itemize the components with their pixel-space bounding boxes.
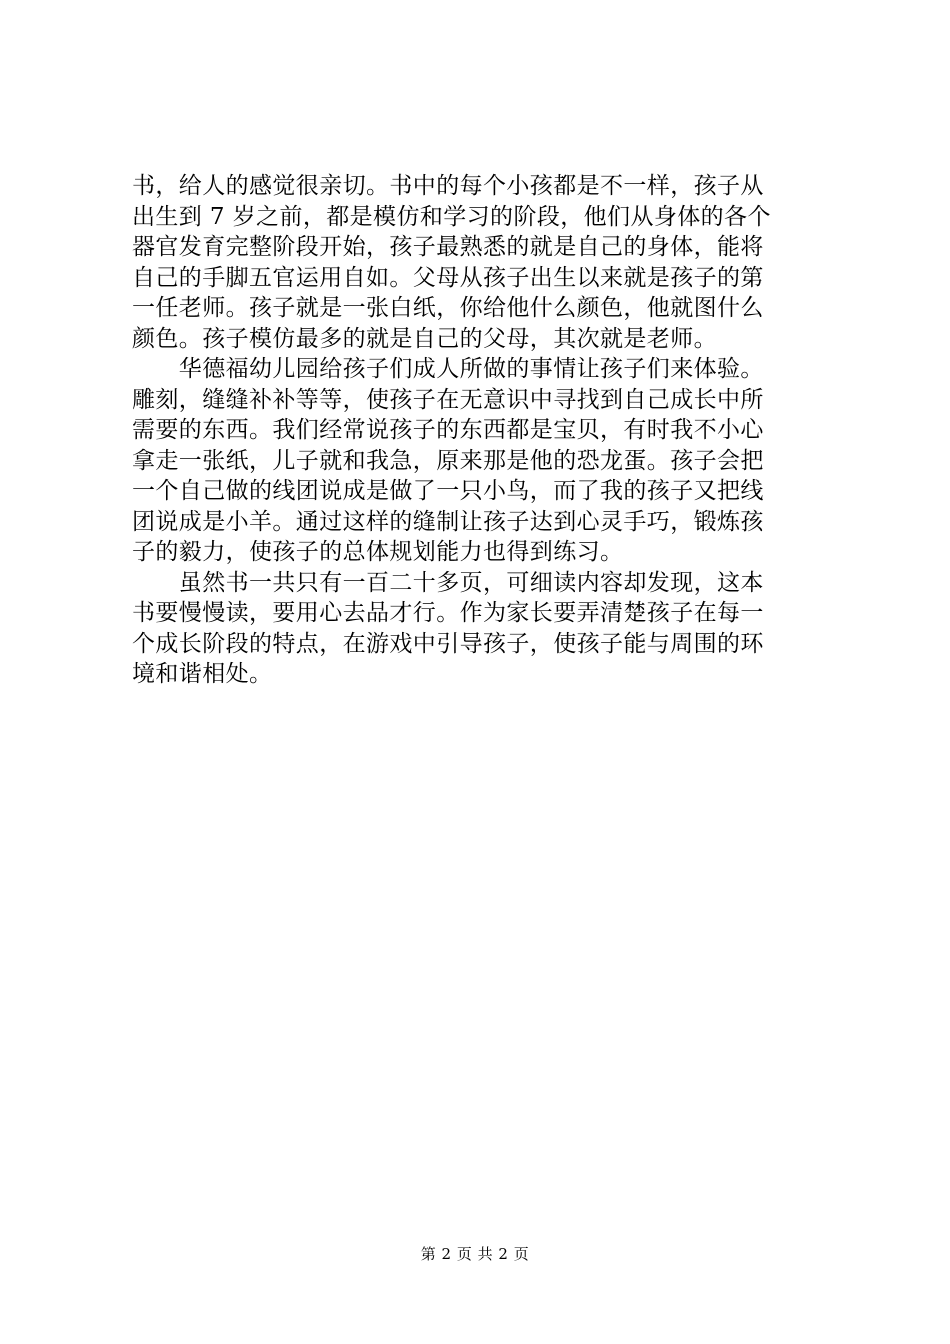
text-line: 器官发育完整阶段开始，孩子最熟悉的就是自己的身体，能将 [132, 234, 764, 260]
text-line: 书要慢慢读，要用心去品才行。作为家长要弄清楚孩子在每一 [132, 600, 764, 626]
text-line: 出生到 7 岁之前，都是模仿和学习的阶段，他们从身体的各个 [132, 203, 771, 230]
text-line: 颜色。孩子模仿最多的就是自己的父母，其次就是老师。 [132, 325, 717, 352]
text-line: 虽然书一共只有一百二十多页，可细读内容却发现，这本 [132, 569, 764, 596]
text-line: 境和谐相处。 [132, 661, 273, 687]
text-line: 需要的东西。我们经常说孩子的东西都是宝贝，有时我不小心 [132, 417, 764, 443]
text-line: 自己的手脚五官运用自如。父母从孩子出生以来就是孩子的第 [132, 264, 764, 291]
text-line: 一任老师。孩子就是一张白纸，你给他什么颜色，他就图什么 [132, 295, 764, 321]
text-line: 华德福幼儿园给孩子们成人所做的事情让孩子们来体验。 [132, 356, 764, 382]
text-line: 团说成是小羊。通过这样的缝制让孩子达到心灵手巧，锻炼孩 [132, 508, 764, 535]
text-line: 子的毅力，使孩子的总体规划能力也得到练习。 [132, 539, 624, 565]
body-text [132, 171, 832, 690]
text-line: 一个自己做的线团说成是做了一只小鸟，而了我的孩子又把线 [132, 478, 764, 504]
text-line: 个成长阶段的特点，在游戏中引导孩子，使孩子能与周围的环 [132, 630, 764, 657]
text-line: 雕刻，缝缝补补等等，使孩子在无意识中寻找到自己成长中所 [132, 386, 764, 413]
text-line: 拿走一张纸，儿子就和我急，原来那是他的恐龙蛋。孩子会把 [132, 447, 764, 474]
page-number-footer: 第 2 页 共 2 页 [420, 1245, 530, 1263]
text-line: 书，给人的感觉很亲切。书中的每个小孩都是不一样，孩子从 [132, 173, 764, 199]
